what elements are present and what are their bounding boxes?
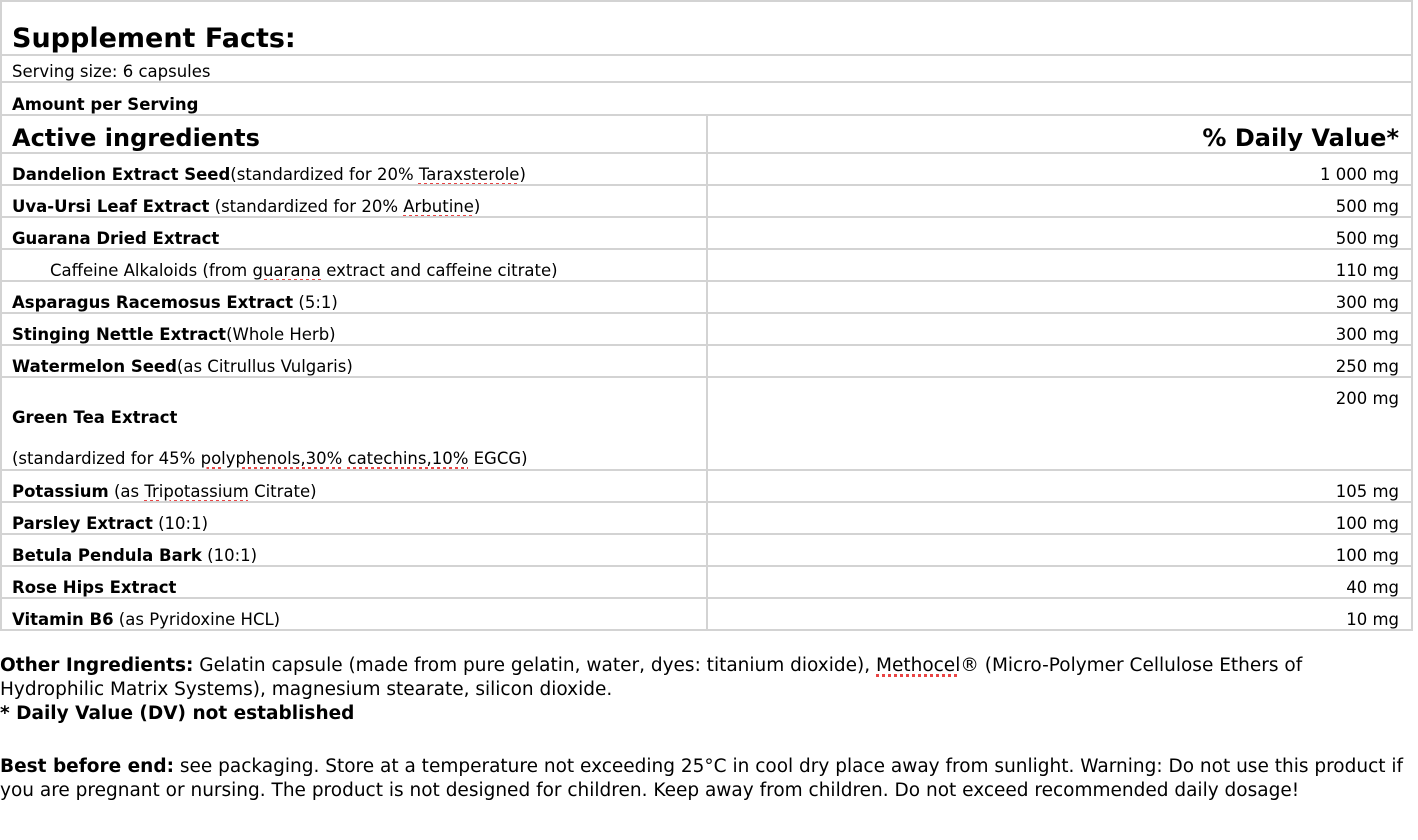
ingredient-detail: (standardized for 20% bbox=[209, 197, 404, 216]
ingredient-cell bbox=[1, 281, 707, 313]
ingredient-amount: 500 mg bbox=[707, 217, 1413, 249]
table-row bbox=[1, 217, 1412, 249]
ingredient-cell bbox=[1, 502, 707, 534]
table-row bbox=[1, 153, 1412, 185]
ingredient-cell bbox=[1, 217, 707, 249]
ingredient-name: Betula Pendula Bark bbox=[12, 546, 202, 565]
ingredient-name: Asparagus Racemosus Extract bbox=[12, 293, 294, 312]
table-row bbox=[1, 185, 1412, 217]
ingredient-cell bbox=[1, 377, 707, 470]
ingredient-amount: 40 mg bbox=[707, 566, 1413, 598]
ingredient-cell bbox=[1, 534, 707, 566]
ingredient-amount: 300 mg bbox=[707, 281, 1413, 313]
ingredient-detail: ) bbox=[519, 165, 526, 184]
spacer bbox=[0, 726, 1412, 755]
ingredient-detail: EGCG) bbox=[468, 449, 528, 468]
ingredient-detail: ) bbox=[473, 197, 481, 216]
ingredient-cell bbox=[1, 313, 707, 345]
ingredient-cell bbox=[1, 566, 707, 598]
table-row bbox=[1, 249, 1412, 281]
ingredient-amount: 1 000 mg bbox=[707, 153, 1413, 185]
spellcheck-word[interactable]: polyphenols,30% bbox=[200, 449, 343, 468]
ingredient-amount: 250 mg bbox=[707, 345, 1413, 377]
ingredient-cell bbox=[1, 345, 707, 377]
other-ingredients-label: Other Ingredients: bbox=[0, 655, 194, 676]
best-before-text: see packaging. Store at a temperature not exceeding 25°C in cool dry place away from sunlight. Warning: Do not use this product if you are pregnant or nursing. The product is not designed for children. Keep away from children. Do not exceed recommended daily dosage! bbox=[0, 756, 1404, 801]
spellcheck-word[interactable]: Taraxsterole bbox=[418, 165, 520, 184]
table-row bbox=[1, 470, 1412, 502]
table-row bbox=[1, 377, 1412, 470]
best-before bbox=[0, 755, 1412, 803]
other-ingredients bbox=[0, 654, 1412, 702]
ingredient-cell bbox=[1, 153, 707, 185]
ingredient-name: Green Tea Extract bbox=[12, 408, 178, 427]
ingredient-cell bbox=[1, 598, 707, 630]
table-row bbox=[1, 313, 1412, 345]
ingredient-name: Parsley Extract bbox=[12, 514, 153, 533]
spellcheck-word[interactable]: guarana bbox=[252, 261, 322, 280]
ingredient-detail: (standardized for 20% bbox=[230, 165, 419, 184]
ingredient-detail: (standardized for 45% bbox=[12, 449, 201, 468]
ingredient-name: Dandelion Extract Seed bbox=[12, 165, 231, 184]
ingredient-detail: (10:1) bbox=[152, 514, 209, 533]
ingredient-name: Potassium bbox=[12, 482, 109, 501]
ingredient-name: Uva-Ursi Leaf Extract bbox=[12, 197, 210, 216]
spellcheck-word[interactable]: catechins,10% bbox=[347, 449, 469, 468]
dv-note: * Daily Value (DV) not established bbox=[0, 703, 355, 724]
table-row bbox=[1, 534, 1412, 566]
ingredient-detail: (as bbox=[108, 482, 145, 501]
facts-title: Supplement Facts: bbox=[1, 1, 1412, 55]
spellcheck-word[interactable]: Arbutine bbox=[403, 197, 474, 216]
ingredient-detail: Caffeine Alkaloids (from bbox=[50, 261, 253, 280]
ingredient-detail: extract and caffeine citrate) bbox=[321, 261, 558, 280]
ingredient-name: Guarana Dried Extract bbox=[12, 229, 220, 248]
ingredient-cell bbox=[1, 249, 707, 281]
ingredient-detail: (as Pyridoxine HCL) bbox=[113, 610, 281, 629]
amount-per-serving: Amount per Serving bbox=[1, 82, 1412, 115]
table-row bbox=[1, 345, 1412, 377]
other-ingredients-text: Gelatin capsule (made from pure gelatin, water, dyes: titanium dioxide), bbox=[193, 655, 876, 676]
ingredient-name: Watermelon Seed bbox=[12, 357, 177, 376]
other-ingredients-text: ® (Micro-Polymer Cellulose Ethers of Hydrophilic Matrix Systems), magnesium stearate, silicon dioxide. bbox=[0, 655, 1303, 700]
ingredient-detail: (5:1) bbox=[293, 293, 338, 312]
ingredient-amount: 10 mg bbox=[707, 598, 1413, 630]
serving-size: Serving size: 6 capsules bbox=[1, 55, 1412, 82]
ingredient-amount: 500 mg bbox=[707, 185, 1413, 217]
table-row bbox=[1, 281, 1412, 313]
ingredient-amount: 100 mg bbox=[707, 534, 1413, 566]
spellcheck-word[interactable]: Methocel bbox=[876, 655, 961, 676]
ingredient-amount: 100 mg bbox=[707, 502, 1413, 534]
ingredient-detail: (10:1) bbox=[201, 546, 258, 565]
table-row bbox=[1, 502, 1412, 534]
header-active-ingredients: Active ingredients bbox=[1, 115, 707, 153]
ingredient-amount: 200 mg bbox=[707, 377, 1413, 470]
spellcheck-word[interactable]: Tripotassium bbox=[144, 482, 249, 501]
ingredient-name: Stinging Nettle Extract bbox=[12, 325, 227, 344]
ingredient-amount: 300 mg bbox=[707, 313, 1413, 345]
ingredient-detail: (as Citrullus Vulgaris) bbox=[176, 357, 353, 376]
best-before-label: Best before end: bbox=[0, 756, 174, 777]
ingredient-name: Rose Hips Extract bbox=[12, 578, 177, 597]
ingredient-detail: (Whole Herb) bbox=[226, 325, 336, 344]
ingredient-amount: 105 mg bbox=[707, 470, 1413, 502]
table-row bbox=[1, 566, 1412, 598]
ingredient-amount: 110 mg bbox=[707, 249, 1413, 281]
notes-section bbox=[0, 654, 1412, 803]
ingredient-name: Vitamin B6 bbox=[12, 610, 114, 629]
header-daily-value: % Daily Value* bbox=[707, 115, 1413, 153]
table-row bbox=[1, 598, 1412, 630]
ingredient-cell bbox=[1, 185, 707, 217]
ingredient-cell bbox=[1, 470, 707, 502]
ingredient-detail: Citrate) bbox=[248, 482, 317, 501]
